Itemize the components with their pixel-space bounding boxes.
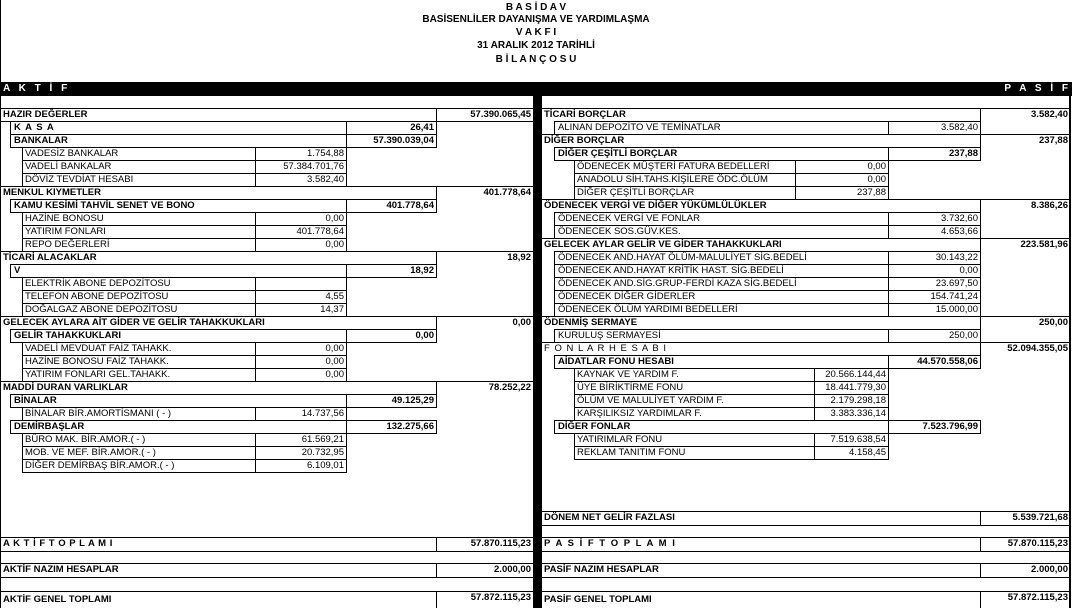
doviz-tevdiat-label: DÖVİZ TEVDİAT HESABI [25,174,134,185]
gelecek-aylara-label: GELECEK AYLARA AİT GİDER VE GELİR TAHAKKUKLARI [3,317,265,328]
aktif-nazim-label: AKTİF NAZIM HESAPLAR [3,564,119,575]
gelecek-aylar-value: 223.581,96 [1020,239,1068,250]
vadeli-bankalar-value: 57.384.701,76 [283,161,344,172]
grid-line [542,577,1069,578]
binalar-value: 49.125,29 [391,395,434,406]
yatirimlar-fonu-label: YATIRIMLAR FONU [577,434,663,445]
v-value: 18,92 [410,265,434,276]
aidatlar-fonu-label: AİDATLAR FONU HESABI [558,356,674,367]
olum-maluliyet-label: ÖLÜM VE MALULİYET YARDIM F. [577,395,724,406]
binalar-amor-label: BİNALAR BİR.AMORTİSMANI ( - ) [25,408,172,419]
diger-cesitli-borc-label: DİĞER ÇEŞİTLİ BORÇLAR [577,187,695,198]
pasif-genel-label: PASİF GENEL TOPLAMI [544,594,652,605]
gelecek-aylar-label: GELECEK AYLAR GELİR VE GİDER TAHAKKUKLARI [544,239,782,250]
mob-label: MOB. VE MEF. BİR.AMOR.( - ) [25,447,156,458]
diger-demirbas-label: DİĞER DEMİRBAŞ BİR.AMOR.( - ) [25,460,175,471]
hazir-degerler-value: 57.390.065,45 [470,109,531,120]
binalar-label: BİNALAR [14,395,57,406]
olum-maluliyet-value: 2.179.298,18 [830,395,886,406]
yatirim-fon-gelir-label: YATIRIM FONLARI GEL.TAHAKK. [25,369,171,380]
header-line-2: BASİSENLİLER DAYANIŞMA VE YARDIMLAŞMA [422,14,650,25]
buro-label: BÜRO MAK. BİR.AMOR.( - ) [25,434,146,445]
musteri-fatura-label: ÖDENECEK MÜŞTERİ FATURA BEDELLERİ [577,161,770,172]
diger-fonlar-value: 7.523.796,99 [922,421,978,432]
hazir-degerler-label: HAZIR DEĞERLER [3,109,88,120]
center-divider [533,96,542,608]
vadeli-bankalar-label: VADELİ BANKALAR [25,161,112,172]
hayat-kritik-value: 0,00 [959,265,978,276]
pasif-toplami-value: 57.870.115,23 [1007,538,1068,549]
hazine-faiz-label: HAZİNE BONOSU FAİZ TAHAKK. [25,356,169,367]
diger-demirbas-value: 6.109,01 [307,460,344,471]
grup-ferdi-value: 23.697,50 [935,278,978,289]
diger-giderler-label: ÖDENECEK DİĞER GİDERLER [558,291,696,302]
telefon-value: 4,55 [325,291,344,302]
hayat-kritik-label: ÖDENECEK AND.HAYAT KRİTİK HAST. SİG.BEDELİ [558,265,784,276]
vadeli-mevduat-faiz-label: VADELİ MEVDUAT FAİZ TAHAKK. [25,343,172,354]
kasa-value: 26,41 [410,122,434,133]
diger-borclar-value: 237,88 [1038,135,1068,146]
vadesiz-bankalar-label: VADESİZ BANKALAR [25,148,119,159]
aktif-header: A K T İ F [3,83,71,94]
grid-line [1,577,534,578]
buro-value: 61.569,21 [301,434,344,445]
pasif-toplami-label: P A S İ F T O P L A M I [544,538,677,549]
diger-fonlar-label: DİĞER FONLAR [558,421,631,432]
kaynak-yardim-label: KAYNAK VE YARDIM F. [577,369,679,380]
header-line-5: B İ L A N Ç O S U [495,54,577,65]
doviz-tevdiat-value: 3.582,40 [307,174,344,185]
sos-guv-value: 4.653,66 [941,226,978,237]
column-header-bar [0,82,1072,96]
uye-biriktirme-value: 18.441.779,30 [825,382,886,393]
diger-cesitli-label: DİĞER ÇEŞİTLİ BORÇLAR [558,148,678,159]
kaynak-yardim-value: 20.566.144,44 [825,369,886,380]
maddi-duran-value: 78.252,22 [488,382,531,393]
musteri-fatura-value: 0,00 [867,161,886,172]
telefon-label: TELEFON ABONE DEPOZİTOSU [25,291,169,302]
hazine-bonosu-label: HAZİNE BONOSU [25,213,104,224]
olum-yardimi-label: ÖDENECEK ÖLÜM YARDIMI BEDELLERİ [558,304,738,315]
bankalar-value: 57.390.039,04 [373,135,434,146]
reklam-tanitim-value: 4.158,45 [849,447,886,458]
dogalgaz-label: DOĞALGAZ ABONE DEPOZİTOSU [25,304,178,315]
anadolu-value: 0,00 [867,174,886,185]
grid-line [542,551,1069,552]
vadeli-mevduat-faiz-value: 0,00 [325,343,344,354]
vergi-fonlar-value: 3.732,60 [941,213,978,224]
diger-borclar-label: DİĞER BORÇLAR [544,135,625,146]
ticari-borclar-value: 3.582,40 [1031,109,1068,120]
reklam-tanitim-label: REKLAM TANITIM FONU [577,447,686,458]
uye-biriktirme-label: ÜYE BİRİKTİRME FONU [577,382,684,393]
vergi-yukumluluk-value: 8.386,26 [1031,200,1068,211]
gelir-tahakkuklari-label: GELİR TAHAKKUKLARI [14,330,121,341]
net-gelir-value: 5.539.721,68 [1012,512,1068,523]
yatirim-fon-gelir-value: 0,00 [325,369,344,380]
header-line-1: B A S İ D A V [505,2,567,13]
demirbaslar-value: 132.275,66 [386,421,434,432]
elektrik-label: ELEKTRİK ABONE DEPOZİTOSU [25,278,171,289]
diger-cesitli-borc-value: 237,88 [856,187,886,198]
v-label: V [14,265,21,276]
diger-giderler-value: 154.741,24 [930,291,978,302]
menkul-kiymetler-label: MENKUL KIYMETLER [3,187,101,198]
sos-guv-label: ÖDENECEK SOS.GÜV.KES. [558,226,681,237]
demirbaslar-label: DEMİRBAŞLAR [14,421,85,432]
aktif-genel-label: AKTİF GENEL TOPLAMI [3,594,112,605]
binalar-amor-value: 14.737,56 [301,408,344,419]
kurulus-sermayesi-label: KURULUŞ SERMAYESİ [558,330,661,341]
kasa-label: K A S A [14,122,55,133]
grid-line [1,551,534,552]
pasif-genel-value: 57.872.115,23 [1007,592,1068,603]
karsiliksiz-value: 3.383.336,14 [830,408,886,419]
vergi-yukumluluk-label: ÖDENECEK VERGİ VE DİĞER YÜKÜMLÜLÜKLER [544,200,767,211]
header-line-4: 31 ARALIK 2012 TARİHLİ [477,40,595,51]
grup-ferdi-label: ÖDENECEK AND.SİG.GRUP-FERDİ KAZA SİG.BEDELİ [558,278,797,289]
menkul-kiymetler-value: 401.778,64 [483,187,531,198]
repo-value: 0,00 [325,239,344,250]
header-line-3: V A K F I [515,27,557,38]
pasif-header: P A S İ F [1004,83,1071,94]
hayat-olum-value: 30.143,22 [935,252,978,263]
dogalgaz-value: 14,37 [320,304,344,315]
aktif-nazim-value: 2.000,00 [494,564,531,575]
hazine-faiz-value: 0,00 [325,356,344,367]
right-border [1069,96,1071,608]
aidatlar-fonu-value: 44.570.558,06 [917,356,978,367]
maddi-duran-label: MADDİ DURAN VARLIKLAR [3,382,128,393]
kurulus-sermayesi-value: 250,00 [948,330,978,341]
karsiliksiz-label: KARŞILIKSIZ YARDIMLAR F. [577,408,702,419]
yatirim-fonlari-label: YATIRIM FONLARI [25,226,106,237]
aktif-toplami-value: 57.870.115,23 [470,538,531,549]
mob-value: 20.732,95 [301,447,344,458]
pasif-nazim-label: PASİF NAZIM HESAPLAR [544,564,659,575]
net-gelir-label: DÖNEM NET GELİR FAZLASI [544,512,675,523]
alinan-depozito-label: ALINAN DEPOZİTO VE TEMİNATLAR [558,122,721,133]
kamu-kesimi-label: KAMU KESİMİ TAHVİL SENET VE BONO [14,200,195,211]
ticari-alacaklar-value: 18,92 [507,252,531,263]
vadesiz-bankalar-value: 1.754,88 [307,148,344,159]
gelir-tahakkuklari-value: 0,00 [415,330,434,341]
anadolu-label: ANADOLU SİH.TAHS.KİŞİLERE ÖDC.ÖLÜM [577,174,768,185]
fonlar-hesabi-label: F O N L A R H E S A B I [544,343,667,354]
hayat-olum-label: ÖDENECEK AND.HAYAT ÖLÜM-MALULİYET SİG.BEDELİ [558,252,807,263]
repo-label: REPO DEĞERLERİ [25,239,110,250]
ticari-borclar-label: TİCARİ BORÇLAR [544,109,626,120]
odenmis-sermaye-label: ÖDENMİŞ SERMAYE [544,317,638,328]
kamu-kesimi-value: 401.778,64 [386,200,434,211]
alinan-depozito-value: 3.582,40 [941,122,978,133]
fonlar-hesabi-value: 52.094.355,05 [1007,343,1068,354]
odenmis-sermaye-value: 250,00 [1038,317,1068,328]
aktif-toplami-label: A K T İ F T O P L A M I [3,538,113,549]
hazine-bonosu-value: 0,00 [325,213,344,224]
vergi-fonlar-label: ÖDENECEK VERGİ VE FONLAR [558,213,701,224]
grid-line [542,525,1069,526]
pasif-nazim-value: 2.000,00 [1031,564,1068,575]
diger-cesitli-value: 237,88 [948,148,978,159]
ticari-alacaklar-label: TİCARİ ALACAKLAR [3,252,97,263]
aktif-genel-value: 57.872.115,23 [470,592,531,603]
bankalar-label: BANKALAR [14,135,68,146]
yatirimlar-fonu-value: 7.519.638,54 [830,434,886,445]
gelecek-aylara-value: 0,00 [512,317,531,328]
olum-yardimi-value: 15.000,00 [935,304,978,315]
yatirim-fonlari-value: 401.778,64 [296,226,344,237]
